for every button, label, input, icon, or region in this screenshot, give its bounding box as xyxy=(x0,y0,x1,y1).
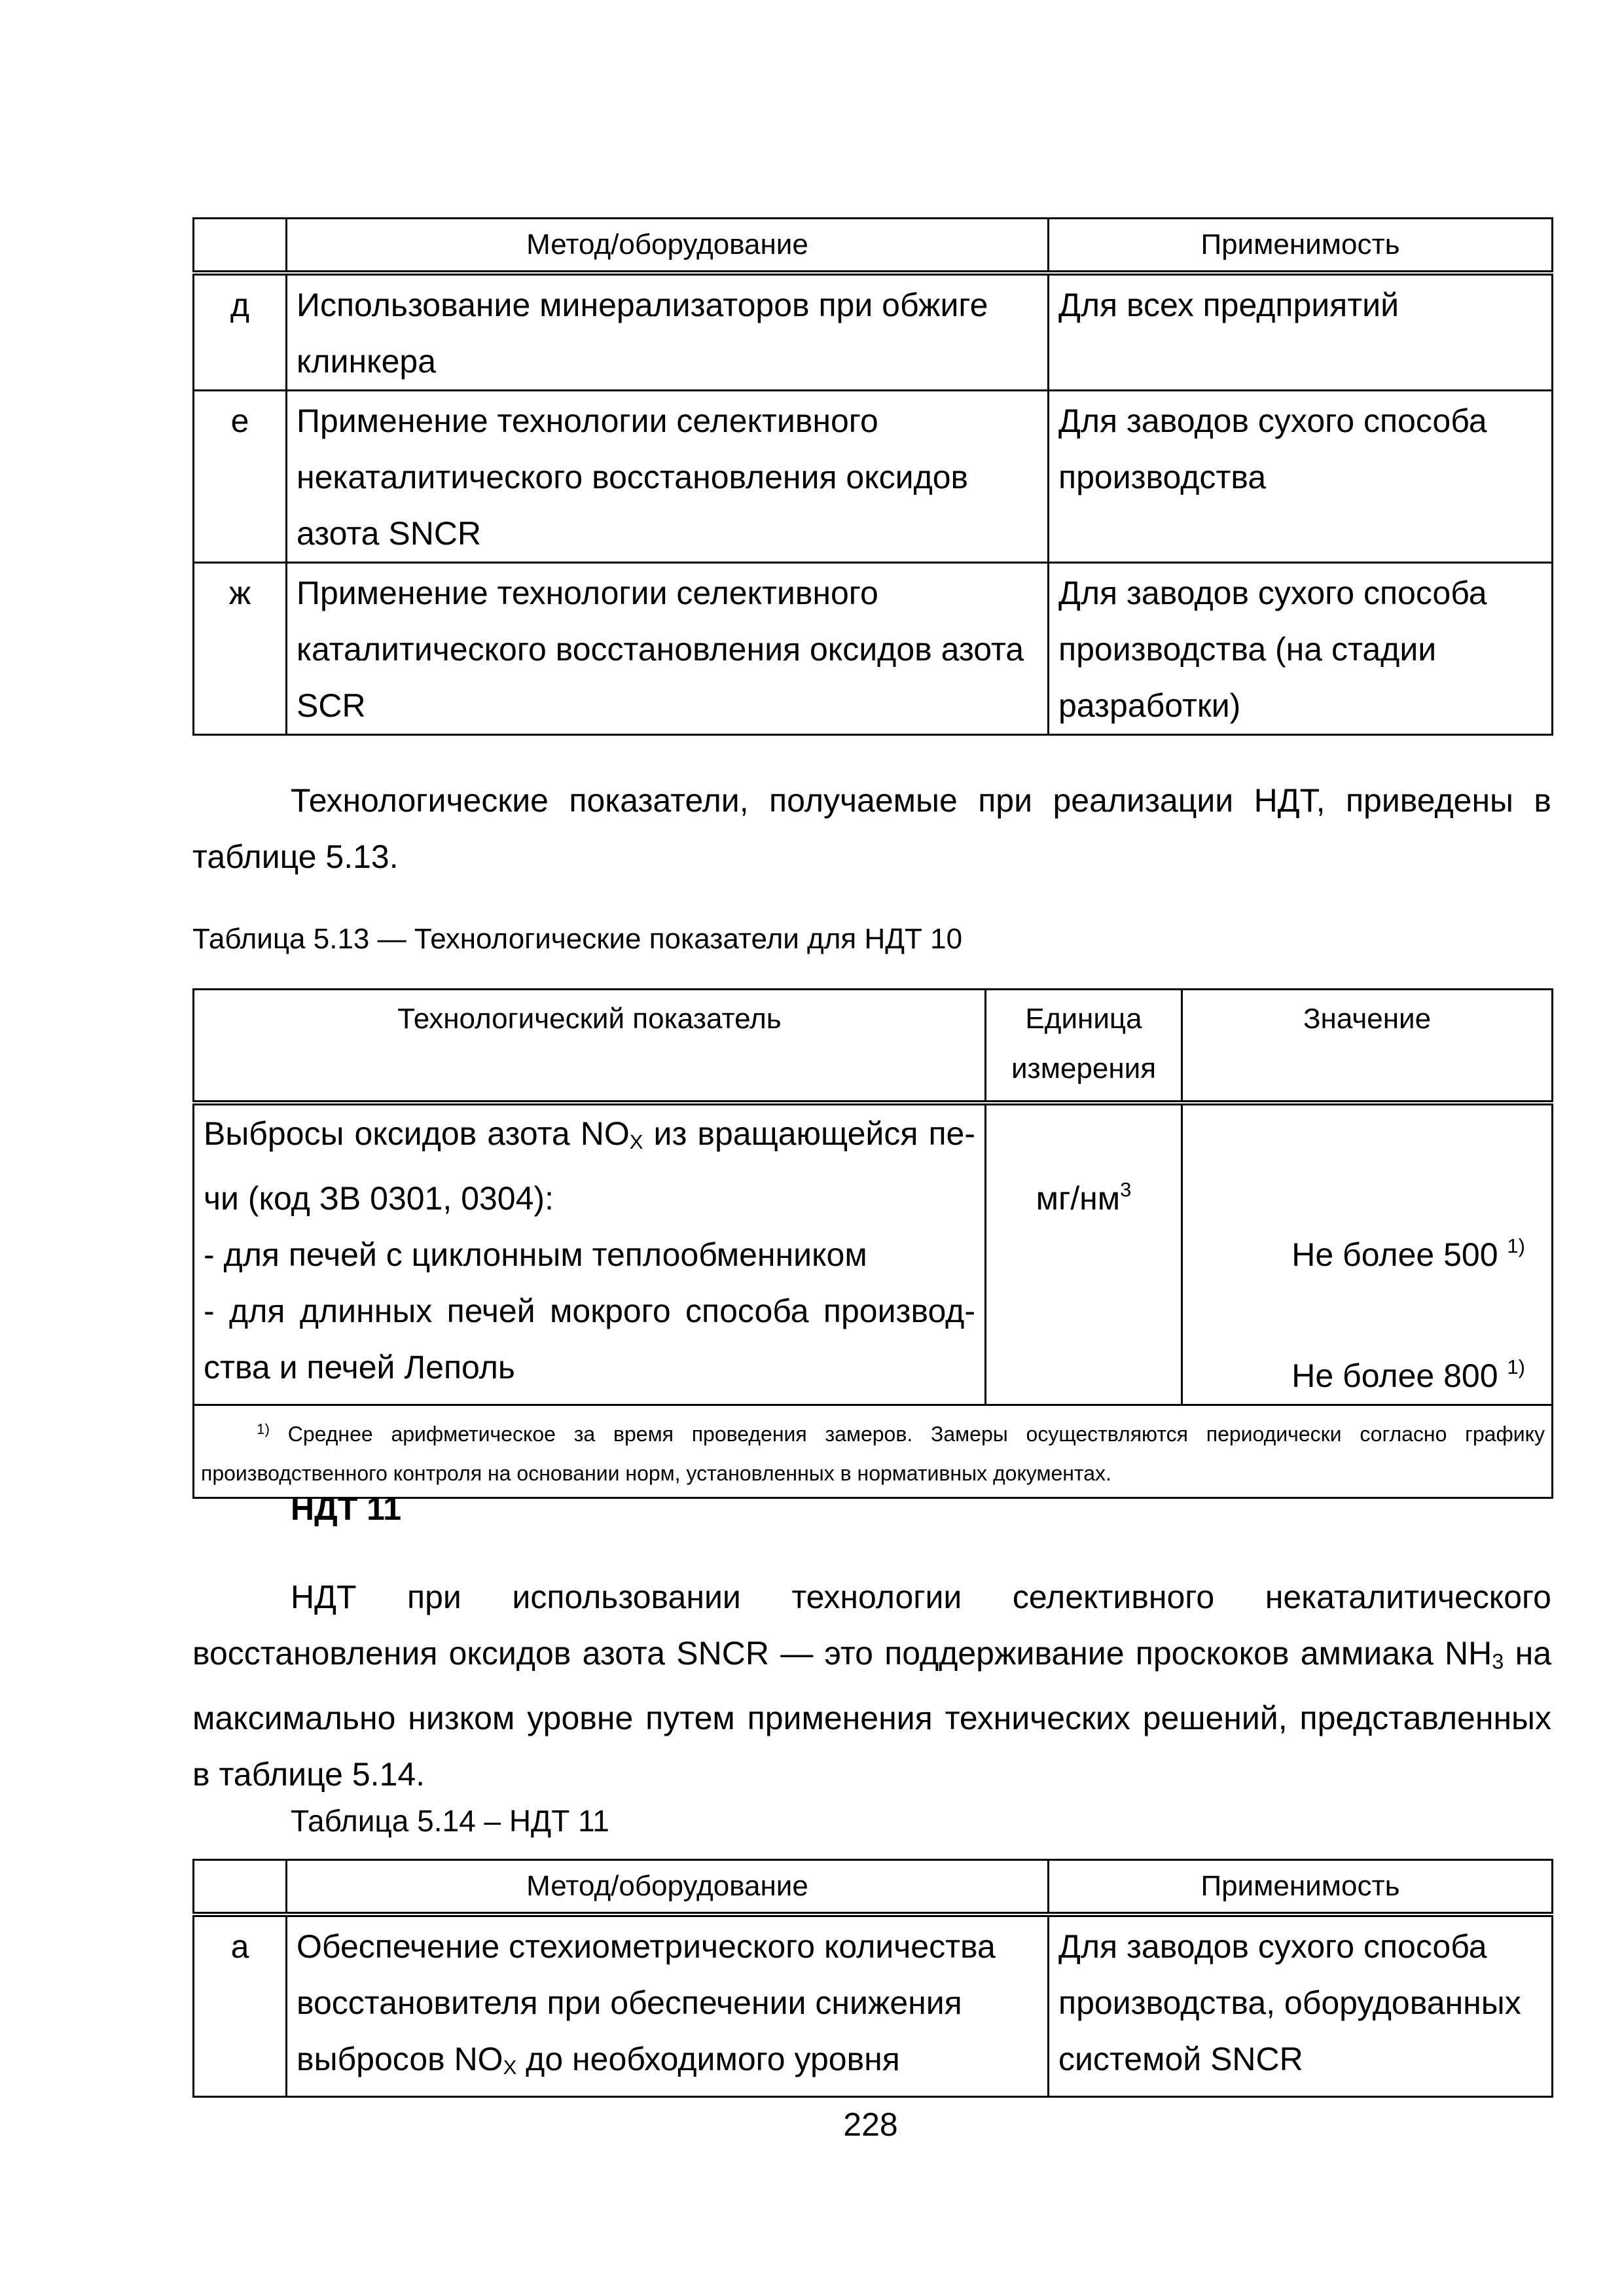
indicator-cell xyxy=(194,1103,986,1405)
indicator-line-4: - для длинных печей мокрого способа производ- xyxy=(204,1293,975,1330)
indicator-line-5: ства и печей Леполь xyxy=(204,1349,515,1386)
indicator-line-2: чи (код ЗВ 0301, 0304): xyxy=(204,1180,554,1217)
table-5-13 xyxy=(192,988,1553,1499)
header-indicator: Технологический показатель xyxy=(194,990,986,1103)
footnote-mark: 1) xyxy=(257,1421,270,1438)
row-method: Применение технологии селективного некаталитического восстановления оксидов азота SNCR xyxy=(287,391,1049,563)
page-number: 228 xyxy=(843,2106,898,2143)
table-methods-1 xyxy=(192,217,1553,736)
header-method: Метод/оборудование xyxy=(287,219,1049,274)
unit-base: мг/нм xyxy=(1036,1180,1121,1217)
header-unit: Единица измерения xyxy=(986,990,1182,1103)
unit-cell xyxy=(986,1103,1182,1405)
value-1 xyxy=(1183,1218,1525,1283)
row-letter: е xyxy=(194,391,287,563)
header-applicability: Применимость xyxy=(1049,1860,1553,1915)
table-5-14 xyxy=(192,1859,1553,2098)
row-letter: д xyxy=(194,273,287,391)
paragraph-intro-table-5-13: Технологические показатели, получаемые при реализации НДТ, приведены в таблице 5.13. xyxy=(192,782,1551,875)
table-header-row xyxy=(194,990,1553,1103)
row-applicability: Для заводов сухого способа производства xyxy=(1049,391,1553,563)
value-2-note: 1) xyxy=(1507,1355,1525,1379)
method-text-part: Обеспечение стехиометрического количества восстановителя при обеспечении снижения выбросов NO xyxy=(297,1928,996,2077)
row-applicability: Для заводов сухого способа производства (на стадии разработки) xyxy=(1049,563,1553,735)
paragraph-text-part: на максимально низком уровне путем применения технических решений, представленных в таблице 5.14. xyxy=(192,1635,1552,1793)
table-row xyxy=(194,1103,1553,1405)
indicator-line-3: - для печей с циклонным теплообменником xyxy=(204,1236,867,1274)
header-method: Метод/оборудование xyxy=(287,1860,1049,1915)
row-applicability: Для заводов сухого способа производства, оборудованных системой SNCR xyxy=(1049,1914,1553,2097)
row-letter: а xyxy=(194,1914,287,2097)
value-1-note: 1) xyxy=(1507,1234,1525,1257)
indicator-line-1 xyxy=(204,1105,975,1170)
header-value: Значение xyxy=(1182,990,1553,1103)
table-header-row xyxy=(194,219,1553,274)
row-method: Применение технологии селективного каталитического восстановления оксидов азота SCR xyxy=(287,563,1049,735)
table-row xyxy=(194,563,1553,735)
table-header-row xyxy=(194,1860,1553,1915)
subscript-3: 3 xyxy=(1492,1649,1504,1674)
value-2 xyxy=(1183,1339,1525,1404)
table-row xyxy=(194,1914,1553,2097)
header-blank-cell xyxy=(194,1860,287,1915)
section-heading: НДТ 11 xyxy=(291,1490,402,1527)
table-row xyxy=(194,391,1553,563)
header-applicability: Применимость xyxy=(1049,219,1553,274)
table-5-13-caption: Таблица 5.13 — Технологические показатели для НДТ 10 xyxy=(192,923,963,955)
unit-superscript: 3 xyxy=(1120,1178,1132,1201)
row-method: Использование минерализаторов при обжиге клинкера xyxy=(287,273,1049,391)
method-text-part: до необходимого уровня xyxy=(516,2041,900,2077)
subscript-x: X xyxy=(629,1130,643,1154)
value-cell xyxy=(1182,1103,1553,1405)
subscript-x: X xyxy=(503,2056,517,2079)
footnote-text: Среднее арифметическое за время проведения замеров. Замеры осуществляются периодически согласно графику производственного контроля на основании норм, установленных в нормативных документах. xyxy=(201,1422,1545,1486)
row-letter: ж xyxy=(194,563,287,735)
table-row xyxy=(194,273,1553,391)
value-1-text: Не более 500 xyxy=(1291,1236,1498,1274)
paragraph-text-part: НДТ при использовании технологии селективного некаталитического восстановления оксидов азота SNCR — это поддерживание проскоков аммиака NH xyxy=(192,1579,1551,1672)
indicator-text-part: из вращающейся пе- xyxy=(643,1115,975,1152)
indicator-text-part: Выбросы оксидов азота NO xyxy=(204,1115,630,1152)
row-method xyxy=(287,1914,1049,2097)
table-5-14-caption: Таблица 5.14 – НДТ 11 xyxy=(291,1804,609,1838)
value-2-text: Не более 800 xyxy=(1291,1357,1498,1395)
row-applicability: Для всех предприятий xyxy=(1049,273,1553,391)
paragraph-ndt-11 xyxy=(192,1569,1551,1803)
unit-label xyxy=(986,1162,1181,1227)
header-blank-cell xyxy=(194,219,287,274)
